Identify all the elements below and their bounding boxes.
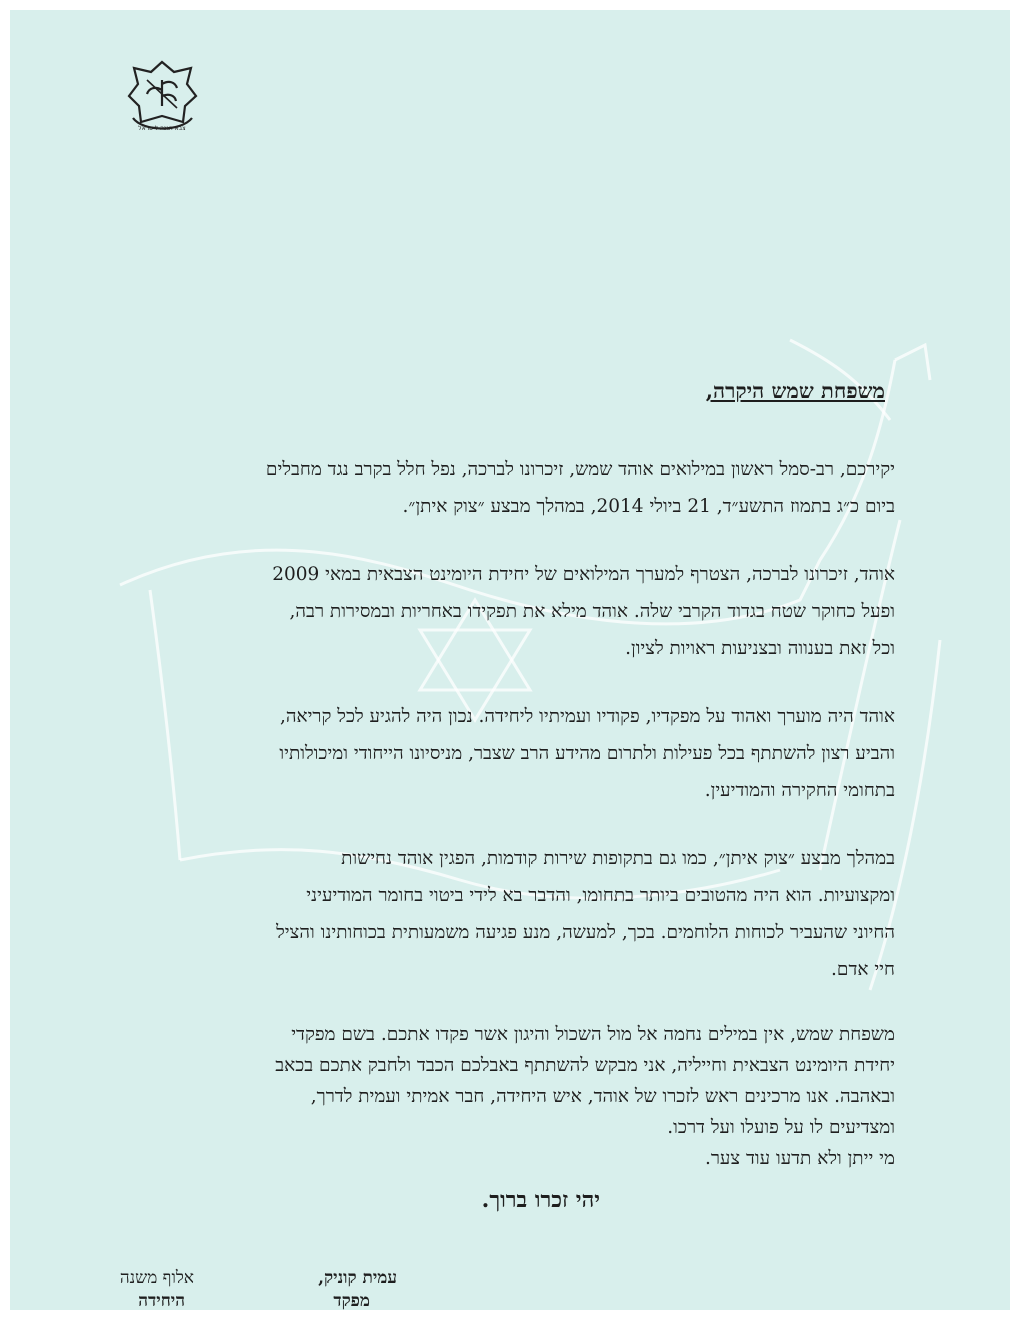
emblem-motto: צבא הגנה לישראל	[138, 125, 186, 132]
paragraph-line: בתחומי החקירה והמודיעין.	[704, 780, 895, 801]
paragraph-4	[105, 840, 895, 988]
paragraph-line: וכל זאת בענווה ובצניעות ראויות לציון.	[625, 638, 895, 659]
paragraph-1	[105, 451, 895, 525]
paragraph-line: ובאהבה. אנו מרכינים ראש לזכרו של אוהד, איש היחידה, חבר אמיתי ועמית לדרך,	[310, 1086, 895, 1107]
closing-phrase: יהי זכרו ברוך.	[481, 1187, 600, 1213]
salutation: משפחת שמש היקרה,	[705, 378, 885, 403]
paragraph-line: מי ייתן ולא תדעו עוד צער.	[704, 1148, 895, 1169]
signature-rank: אלוף משנה	[119, 1268, 194, 1288]
paragraph-line: ופעל כחוקר שטח בגדוד הקרבי שלה. אוהד מילא את תפקידו באחריות ובמסירות רבה,	[289, 601, 895, 622]
paragraph-line: החיוני שהעביר לכוחות הלוחמים. בכך, למעשה, מנע פגיעה משמעותית בכוחותינו והציל	[276, 922, 895, 943]
idf-emblem-icon	[125, 58, 200, 138]
paragraph-line: יחידת היומינט הצבאית וחייליה, אני מבקש להשתתף באבלכם הכבד ולחבק אתכם בכאב	[275, 1055, 895, 1076]
signature-unit: היחידה	[138, 1291, 185, 1311]
signature-role: מפקד	[333, 1291, 370, 1311]
paragraph-line: ומצדיעים לו על פועלו ועל דרכו.	[667, 1117, 895, 1138]
signature-name: עמית קוניק,	[318, 1268, 397, 1288]
paragraph-line: ביום כ״ג בתמוז התשע״ד, 21 ביולי 2014, במהלך מבצע ״צוק איתן״.	[402, 496, 895, 517]
paragraph-3	[105, 698, 895, 809]
paragraph-line: חיי אדם.	[831, 959, 895, 980]
paragraph-line: והביע רצון להשתתף בכל פעילות ולתרום מהידע הרב שצבר, מניסיונו הייחודי ומיכולותיו	[279, 743, 895, 764]
paragraph-line: אוהד היה מוערך ואהוד על מפקדיו, פקודיו ועמיתיו ליחידה. נכון היה להגיע לכל קריאה,	[279, 706, 895, 727]
paragraph-line: יקירכם, רב-סמל ראשון במילואים אוהד שמש, זיכרונו לברכה, נפל חלל בקרב נגד מחבלים	[265, 459, 895, 480]
paragraph-line: ומקצועיות. הוא היה מהטובים ביותר בתחומו, והדבר בא לידי ביטוי בחומר המודיעיני	[306, 885, 895, 906]
paragraph-line: במהלך מבצע ״צוק איתן״, כמו גם בתקופות שירות קודמות, הפגין אוהד נחישות	[341, 848, 895, 869]
paragraph-5	[105, 1019, 895, 1174]
paragraph-2	[105, 556, 895, 667]
paragraph-line: משפחת שמש, אין במילים נחמה אל מול השכול והיגון אשר פקדו אתכם. בשם מפקדי	[291, 1024, 895, 1045]
paragraph-line: אוהד, זיכרונו לברכה, הצטרף למערך המילואים של יחידת היומינט הצבאית במאי 2009	[272, 564, 895, 585]
